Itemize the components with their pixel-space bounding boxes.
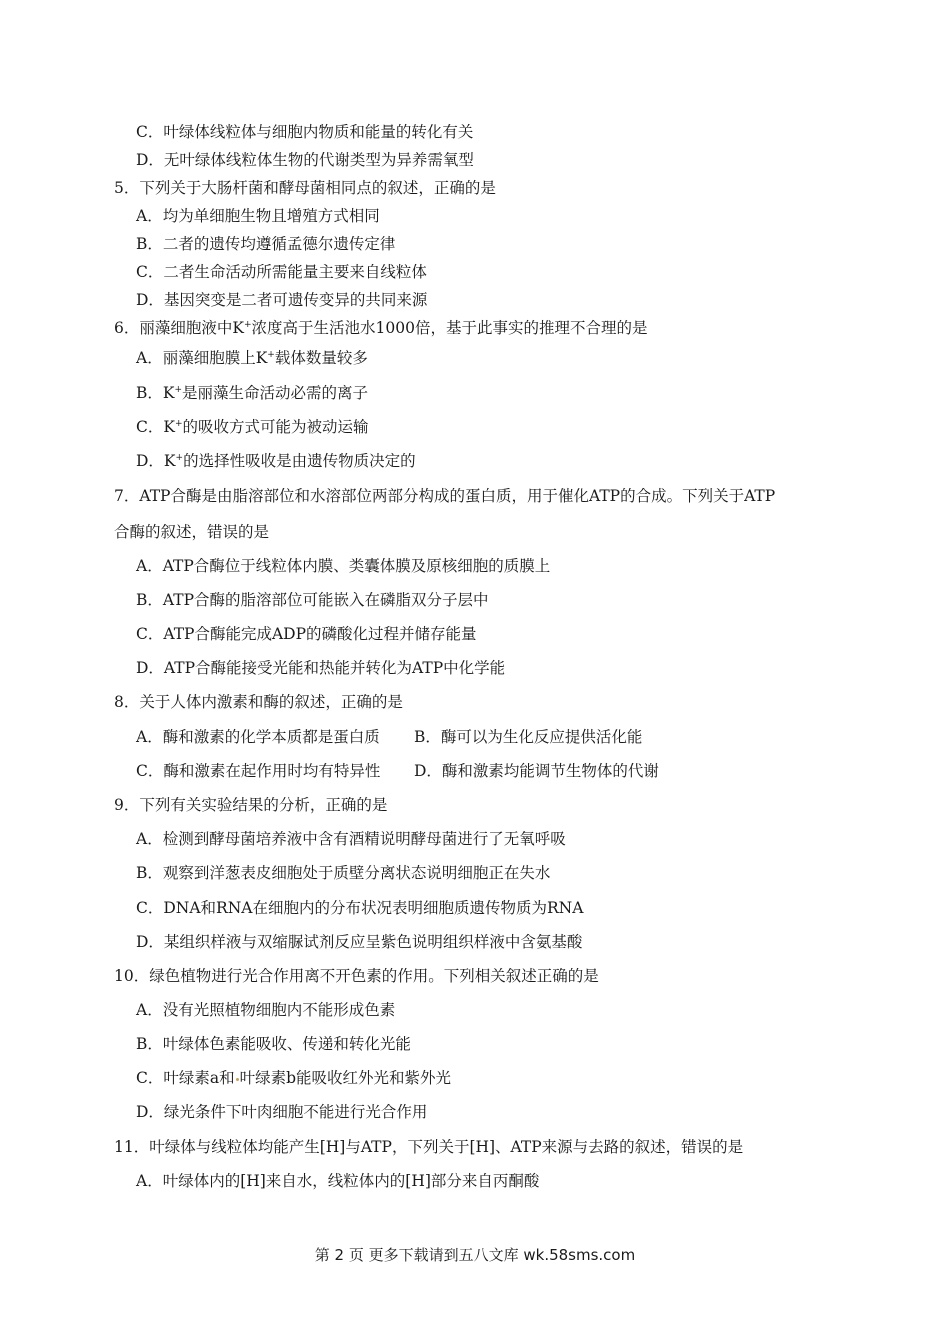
q7-option-a: A．ATP合酶位于线粒体内膜、类囊体膜及原核细胞的质膜上 bbox=[136, 557, 551, 575]
q11-option-a: A．叶绿体内的[H]来自水，线粒体内的[H]部分来自丙酮酸 bbox=[136, 1172, 540, 1190]
question-7: 7．ATP合酶是由脂溶部位和水溶部位两部分构成的蛋白质，用于催化ATP的合成。下列关于ATP bbox=[114, 487, 776, 505]
q5-option-a: A．均为单细胞生物且增殖方式相同 bbox=[136, 207, 380, 225]
question-8: 8．关于人体内激素和酶的叙述，正确的是 bbox=[114, 693, 403, 711]
q10-option-d: D．绿光条件下叶肉细胞不能进行光合作用 bbox=[136, 1103, 428, 1121]
q6-option-a: A．丽藻细胞膜上K+载体数量较多 bbox=[136, 349, 368, 367]
page-footer: 第 2 页 更多下载请到五八文库 wk.58sms.com bbox=[314, 1246, 636, 1264]
q8-option-c: C．酶和激素在起作用时均有特异性 bbox=[136, 762, 381, 780]
ink-dot-icon bbox=[236, 1078, 239, 1081]
q9-option-d: D．某组织样液与双缩脲试剂反应呈紫色说明组织样液中含氨基酸 bbox=[136, 933, 583, 951]
q9-option-b: B．观察到洋葱表皮细胞处于质壁分离状态说明细胞正在失水 bbox=[136, 864, 551, 882]
q10-option-a: A．没有光照植物细胞内不能形成色素 bbox=[136, 1001, 396, 1019]
q7-option-d: D．ATP合酶能接受光能和热能并转化为ATP中化学能 bbox=[136, 659, 506, 677]
q6-option-b: B．K+是丽藻生命活动必需的离子 bbox=[136, 384, 369, 402]
q9-option-c: C．DNA和RNA在细胞内的分布状况表明细胞质遗传物质为RNA bbox=[136, 899, 584, 917]
q7-option-b: B．ATP合酶的脂溶部位可能嵌入在磷脂双分子层中 bbox=[136, 591, 489, 609]
q8-option-a: A．酶和激素的化学本质都是蛋白质 bbox=[136, 728, 380, 746]
q5-option-c: C．二者生命活动所需能量主要来自线粒体 bbox=[136, 263, 427, 281]
q6-option-c: C．K+的吸收方式可能为被动运输 bbox=[136, 418, 369, 436]
question-6: 6．丽藻细胞液中K+浓度高于生活池水1000倍，基于此事实的推理不合理的是 bbox=[114, 319, 648, 337]
q4-option-c: C．叶绿体线粒体与细胞内物质和能量的转化有关 bbox=[136, 123, 474, 141]
q6-option-d: D．K+的选择性吸收是由遗传物质决定的 bbox=[136, 452, 416, 470]
question-11: 11．叶绿体与线粒体均能产生[H]与ATP，下列关于[H]、ATP来源与去路的叙述，错误的是 bbox=[114, 1138, 744, 1156]
question-9: 9．下列有关实验结果的分析，正确的是 bbox=[114, 796, 388, 814]
q5-option-b: B．二者的遗传均遵循孟德尔遗传定律 bbox=[136, 235, 396, 253]
q8-option-d: D．酶和激素均能调节生物体的代谢 bbox=[414, 762, 659, 780]
q10-option-b: B．叶绿体色素能吸收、传递和转化光能 bbox=[136, 1035, 411, 1053]
q4-option-d: D．无叶绿体线粒体生物的代谢类型为异养需氧型 bbox=[136, 151, 474, 169]
q9-option-a: A．检测到酵母菌培养液中含有酒精说明酵母菌进行了无氧呼吸 bbox=[136, 830, 566, 848]
question-10: 10．绿色植物进行光合作用离不开色素的作用。下列相关叙述正确的是 bbox=[114, 967, 599, 985]
question-5: 5．下列关于大肠杆菌和酵母菌相同点的叙述，正确的是 bbox=[114, 179, 496, 197]
q5-option-d: D．基因突变是二者可遗传变异的共同来源 bbox=[136, 291, 428, 309]
q10-option-c: C．叶绿素a和 叶绿素b能吸收红外光和紫外光 bbox=[136, 1069, 452, 1087]
question-7-continued: 合酶的叙述，错误的是 bbox=[114, 523, 270, 541]
q8-option-b: B．酶可以为生化反应提供活化能 bbox=[414, 728, 643, 746]
q7-option-c: C．ATP合酶能完成ADP的磷酸化过程并储存能量 bbox=[136, 625, 477, 643]
